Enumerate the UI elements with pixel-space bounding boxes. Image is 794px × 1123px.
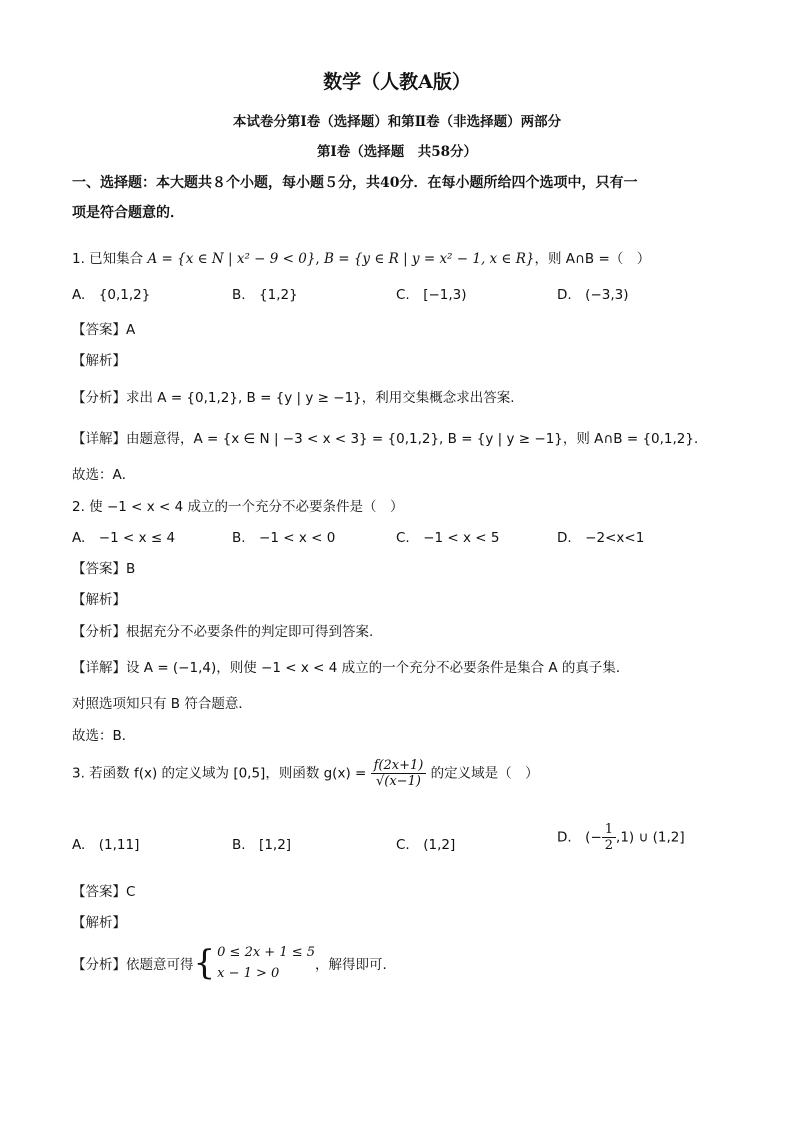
q1-sep: , xyxy=(315,251,320,267)
q1-analysis-label: 【解析】 xyxy=(72,353,126,369)
section-instruction-line2: 项是符合题意的． xyxy=(72,205,184,221)
q2-compare: 对照选项知只有 B 符合题意． xyxy=(72,696,252,712)
q1-conclusion: 故选：A． xyxy=(72,467,136,483)
q1-option-b[interactable]: B. {1,2} xyxy=(232,287,298,303)
q3-option-d-post: ,1) ∪ (1,2] xyxy=(616,829,685,846)
q2-analysis-label: 【解析】 xyxy=(72,592,126,608)
q3-answer: 【答案】C xyxy=(72,884,136,900)
q3-stem-post: 的定义域是（ ） xyxy=(430,765,539,782)
q3-stem xyxy=(72,758,539,789)
q3-system-line2: x − 1 > 0 xyxy=(217,966,280,981)
part-heading: 第Ⅰ卷（选择题 共58分） xyxy=(316,144,478,160)
q1-option-d[interactable]: D. (−3,3) xyxy=(557,287,629,303)
q1-set-b: B = {y ∈ R | y = x² − 1, x ∈ R} xyxy=(324,251,535,267)
q2-option-d[interactable]: D. −2<x<1 xyxy=(557,530,645,546)
section-instruction-line1: 一、选择题：本大题共８个小题，每小题５分，共40分．在每小题所给四个选项中，只有一 xyxy=(72,175,638,191)
q2-answer: 【答案】B xyxy=(72,561,136,577)
q3-option-d[interactable] xyxy=(557,822,685,853)
q2-option-a[interactable]: A. −1 < x ≤ 4 xyxy=(72,530,176,546)
q3-system-line1: 0 ≤ 2x + 1 ≤ 5 xyxy=(217,945,316,960)
q1-suffix: ，则 A∩B =（ ） xyxy=(534,251,651,267)
q3-fraction-denominator: √(x−1) xyxy=(376,774,421,789)
q1-option-a[interactable]: A. {0,1,2} xyxy=(72,287,151,303)
q1-fenxi: 【分析】求出 A = {0,1,2}, B = {y | y ≥ −1}，利用交集概念求出答案. xyxy=(72,390,515,406)
q3-fenxi-pre: 【分析】依题意可得 xyxy=(72,957,194,973)
q3-option-d-num: 1 xyxy=(602,822,616,838)
q3-fraction xyxy=(371,758,427,789)
q3-option-d-fraction xyxy=(602,822,616,853)
page-title: 数学（人教A版） xyxy=(323,71,471,93)
q1-answer: 【答案】A xyxy=(72,322,136,338)
q3-system-brace: { xyxy=(193,943,216,983)
q1-option-c[interactable]: C. [−1,3) xyxy=(396,287,467,303)
q1-stem xyxy=(72,247,650,267)
q3-stem-pre: 3. 若函数 f(x) 的定义域为 [0,5]，则函数 g(x) = xyxy=(72,765,367,782)
q3-fenxi xyxy=(72,942,387,984)
q3-fraction-numerator: f(2x+1) xyxy=(371,758,427,774)
q2-xiangjie: 【详解】设 A = (−1,4)，则使 −1 < x < 4 成立的一个充分不必要条件是集合 A 的真子集． xyxy=(72,660,630,676)
q3-analysis-label: 【解析】 xyxy=(72,915,126,931)
q2-stem: 2. 使 −1 < x < 4 成立的一个充分不必要条件是（ ） xyxy=(72,499,404,515)
q3-option-c[interactable]: C. (1,2] xyxy=(396,837,456,853)
q3-inequality-system xyxy=(217,942,315,984)
q3-option-d-pre: D. (− xyxy=(557,829,602,846)
q2-option-c[interactable]: C. −1 < x < 5 xyxy=(396,530,500,546)
q2-option-b[interactable]: B. −1 < x < 0 xyxy=(232,530,336,546)
q3-fenxi-post: ，解得即可. xyxy=(315,957,387,973)
q2-fenxi: 【分析】根据充分不必要条件的判定即可得到答案. xyxy=(72,624,374,640)
q3-option-a[interactable]: A. (1,11] xyxy=(72,837,140,853)
q3-option-d-den: 2 xyxy=(604,838,614,853)
q1-set-a: A = {x ∈ N | x² − 9 < 0} xyxy=(147,251,316,267)
q3-option-b[interactable]: B. [1,2] xyxy=(232,837,292,853)
q1-prefix: 1. 已知集合 xyxy=(72,251,144,267)
paper-subtitle: 本试卷分第Ⅰ卷（选择题）和第Ⅱ卷（非选择题）两部分 xyxy=(232,114,562,130)
q1-xiangjie: 【详解】由题意得，A = {x ∈ N | −3 < x < 3} = {0,1,2}, B = {y | y ≥ −1}，则 A∩B = {0,1,2}． xyxy=(72,431,708,447)
q2-conclusion: 故选：B． xyxy=(72,728,136,744)
